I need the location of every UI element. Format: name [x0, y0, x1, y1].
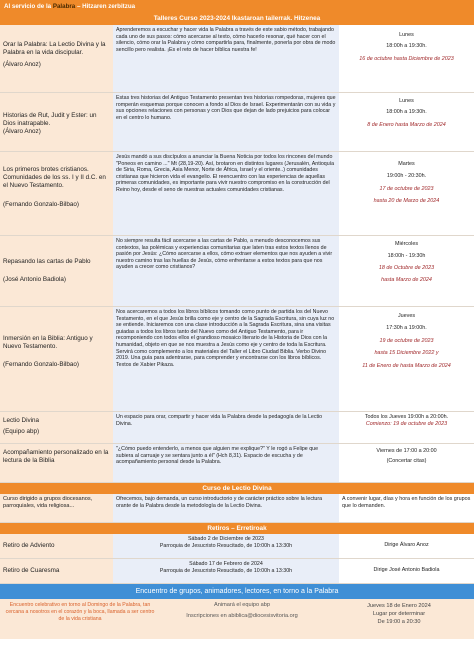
course-title: Los primeros brotes cristianos. Comunidades de los ss. I y II d.C. en el Nuevo Testamento.: [3, 166, 106, 189]
retiro-row: [0, 559, 474, 584]
retiro-lead-cell: [339, 534, 474, 558]
retiro-lead: Dirige Álvaro Anoz: [384, 542, 429, 548]
encuentro-date: Jueves 18 de Enero 2024: [367, 603, 431, 609]
retiro-title: Retiro de Adviento: [3, 542, 55, 549]
encuentro-row: [0, 599, 474, 639]
lectio-title: Lectio Divina: [3, 417, 40, 424]
course-author: (Álvaro Anoz): [3, 127, 41, 135]
acompanamiento-description: "¿Cómo puedo entenderlo, a menos que alguien me explique?" Y le rogó a Felipe que subiera al carruaje y se sentara junto a él" (Hch 8,31). Espacio de escucha y de acompañamiento personal desde la Palabra.: [113, 444, 339, 482]
section-curso-title: Curso de Lectio Divina: [0, 483, 474, 494]
course-dates: 8 de Enero hasta Marzo de 2024: [367, 121, 446, 128]
course-author: (Fernando Gonzalo-Bilbao): [3, 201, 79, 209]
acompanamiento-title-cell: [0, 444, 113, 482]
course-title: Repasando las cartas de Pablo: [3, 258, 91, 265]
retiro-title-cell: [0, 559, 113, 583]
course-title-cell: [0, 236, 113, 306]
course-title: Orar la Palabra: La Lectio Divina y la Palabra en la vida discipular.: [3, 41, 106, 56]
retiro-details: [113, 534, 339, 558]
curso-title-cell: [0, 494, 113, 522]
course-row: [0, 25, 474, 93]
course-dates-end: 11 de Enero de hasta Marzo de 2024: [362, 363, 451, 370]
course-schedule: [339, 152, 474, 235]
course-title: Historias de Rut, Judit y Ester: un Dios inatrapable.: [3, 112, 97, 127]
curso-row: [0, 494, 474, 523]
course-schedule: [339, 25, 474, 92]
encuentro-animador: Animará el equipo abp: [214, 602, 270, 608]
lectio-row: [0, 412, 474, 444]
course-day: Martes: [398, 161, 415, 167]
retiro-title: Retiro de Cuaresma: [3, 567, 60, 574]
curso-when: A convenir lugar, días y hora en función de los grupos que lo demanden.: [342, 496, 471, 509]
course-dates: 18 de Octubre de 2023: [378, 264, 435, 271]
lectio-schedule: [339, 412, 474, 443]
course-title-cell: [0, 152, 113, 235]
retiro-place: Parroquia de Jesucristo Resucitado, de 10:00h a 13:30h: [159, 542, 293, 549]
retiro-title-cell: [0, 534, 113, 558]
header-prefix: Al servicio de la: [4, 3, 52, 10]
course-schedule: [339, 93, 474, 151]
encuentro-middle: [160, 599, 324, 639]
retiro-place: Parroquia de Jesucristo Resucitado, de 10:00h a 13:30h: [159, 567, 293, 574]
retiro-date: Sábado 2 de Diciembre de 2023: [188, 536, 264, 542]
course-description: Jesús mandó a sus discípulos a anunciar la Buena Noticia por todos los rincones del mundo "Poneos en camino ..." Mt (28,19-20). Así, brotaron en distintos lugares (Jerusalén, Antioquía de Siria, Roma, Grecia, Asia Menor, Norte de África, Israel y el oriente..) comunidades cristianas que hicieron vida el evangelio. El reencuentro con las experiencias de aquellas primeras comunidades, es importante para vivir nuestro compromiso en la construcción del Reino hoy, desde el seno de nuestras actuales comunidades cristianas.: [113, 152, 339, 235]
course-description: Aprenderemos a escuchar y hacer vida la Palabra a través de este sabio método, trabajando cada uno de sus pasos: cómo acercarse al texto, cómo hacerlo resonar, qué hacer con el silencio, cómo orar la Palabra y cómo compartirla para, finalmente, ponerla por obra de modo sencillo pero realista. ¡Es el reto de hacer bíblica nuestra fe!: [113, 25, 339, 92]
course-time: 18:00h a 19:30h.: [386, 108, 427, 115]
course-description: Estas tres historias del Antiguo Testamento presentan tres historias rompedoras, mujeres que romperán esquemas porque conocen a fondo al Dios de Israel. Experimentarán con su vida y sus opciones relaciones con personas y con Dios que dejan de lado prejuicios para colocar en el centro lo humano.: [113, 93, 339, 151]
course-day: Jueves: [397, 313, 416, 319]
header-suffix: – Hitzaren zerbitzua: [76, 3, 136, 10]
acompanamiento-when: Viernes de 17:00 a 20:00: [376, 448, 437, 454]
course-time: 18:00h a 19:30h.: [386, 42, 427, 49]
section-retiros-title: Retiros – Erretiroak: [0, 523, 474, 534]
retiro-date: Sábado 17 de Febrero de 2024: [189, 561, 263, 567]
course-day: Lunes: [399, 98, 414, 104]
lectio-start: Comienzo: 19 de octubre de 2023: [365, 420, 448, 427]
course-schedule: [339, 236, 474, 306]
course-schedule: [339, 307, 474, 411]
lectio-when: Todos los Jueves 19:00h a 20:00h.: [364, 414, 449, 420]
course-dates-end: hasta Marzo de 2024: [381, 277, 432, 284]
lectio-description: Un espacio para orar, compartir y hacer vida la Palabra desde la pedagogía de la Lectio Divina.: [113, 412, 339, 443]
course-day: Miércoles: [394, 241, 419, 247]
course-dates-end: hasta 20 de Marzo de 2024: [373, 198, 440, 205]
header-highlight: Palabra: [52, 3, 76, 10]
course-description: Nos acercaremos a todos los libros bíblicos tomando como punto de partida los del Nuevo Testamento, en el que Jesús brilla como eje y centro de la Sagrada Escritura, sin cuya luz no se entiende. Iniciaremos con una clase introducción a la Sagrada Escritura, sina una visitas guiadas a todos los libros tanto del Nuevo como del Antiguo Testamento, para ir recomponiendo con todos ellos el grandioso mosaico literario de la Historia de Dios con la humanidad, objeto en que se nos muestra a Jesús como eje y centro de toda la Escritura. Servirá como complemento a los materiales del Taller el Libro Ciudad Biblia. Verbo Divino 2019. Una guía para adentrarse, para comprender y encontrarse con los libros bíblicos. Textos de Xabier Pikaza.: [113, 307, 339, 411]
course-author: (José Antonio Badiola): [3, 275, 67, 283]
course-description: No siempre resulta fácil acercarse a las cartas de Pablo, a menudo desconocemos sus contextos, las polémicas y experiencias comunitarias que laten tras estos textos llenos de pasión por Jesús: ¿Cómo acercarse a ellos, cómo extraer elementos que nos ayuden a vivir nuestro camino tras las huellas de Jesús, cómo enfrentarse a estos textos para que nos ayuden a crecer como cristianos?: [113, 236, 339, 306]
course-author: (Fernando Gonzalo-Bilbao): [3, 360, 79, 368]
retiro-details: [113, 559, 339, 583]
encuentro-schedule: [324, 599, 474, 639]
retiro-lead: Dirige José Antonio Badiola: [373, 567, 440, 573]
course-title: Inmersión en la Biblia: Antiguo y Nuevo Testamento.: [3, 335, 93, 350]
course-author: (Álvaro Anoz): [3, 60, 41, 68]
course-dates: 16 de octubre hasta Diciembre de 2023: [359, 55, 454, 62]
course-row: [0, 152, 474, 236]
course-dates-mid: hasta 15 Diciembre 2022 y: [374, 350, 439, 357]
course-time: 17:30h a 19:00h.: [386, 324, 427, 331]
curso-title: Curso dirigido a grupos diocesanos, parroquiales, vida religiosa...: [3, 496, 93, 509]
encuentro-inscripciones: Inscripciones en abiblica@diocesisvitoria.org: [186, 613, 298, 619]
lectio-author: (Equipo abp): [3, 427, 40, 435]
acompanamiento-note: (Concertar citas): [386, 457, 427, 464]
section-talleres-title: Talleres Curso 2023-2024 Ikastaroan tailerrak. Hitzenea: [0, 13, 474, 25]
retiro-row: [0, 534, 474, 559]
course-dates: 17 de octubre de 2023: [379, 185, 434, 192]
course-time: 18:00h - 19:30h: [387, 252, 426, 259]
course-dates: 19 de octubre de 2023: [379, 337, 434, 344]
retiro-lead-cell: [339, 559, 474, 583]
acompanamiento-row: [0, 444, 474, 483]
course-time: 19:00h - 20:30h.: [386, 172, 427, 179]
course-title-cell: [0, 25, 113, 92]
curso-description: Ofrecemos, bajo demanda, un curso introductorio y de carácter práctico sobre la lectura orante de la Palabra desde la metodología de la Lectio Divina.: [113, 494, 339, 522]
encuentro-time: De 19:00 a 20:30: [377, 619, 421, 625]
course-row: [0, 93, 474, 152]
course-title-cell: [0, 93, 113, 151]
course-row: [0, 236, 474, 307]
header-bar: [0, 0, 474, 13]
acompanamiento-title: Acompañamiento personalizado en la lectura de la Biblia: [3, 449, 109, 464]
course-day: Lunes: [399, 32, 414, 38]
encuentro-description: Encuentro celebrativo en torno al Domingo de la Palabra, tan cercana a nosotros en el corazón y la boca, llamada a ser centro de la vida cristiana: [5, 602, 155, 622]
lectio-title-cell: [0, 412, 113, 443]
encuentro-place: Lugar por determinar: [372, 611, 426, 617]
course-title-cell: [0, 307, 113, 411]
acompanamiento-schedule: [339, 444, 474, 482]
course-row: [0, 307, 474, 412]
section-encuentro-title: Encuentro de grupos, animadores, lectores, en torno a la Palabra: [0, 584, 474, 599]
curso-schedule: [339, 494, 474, 522]
